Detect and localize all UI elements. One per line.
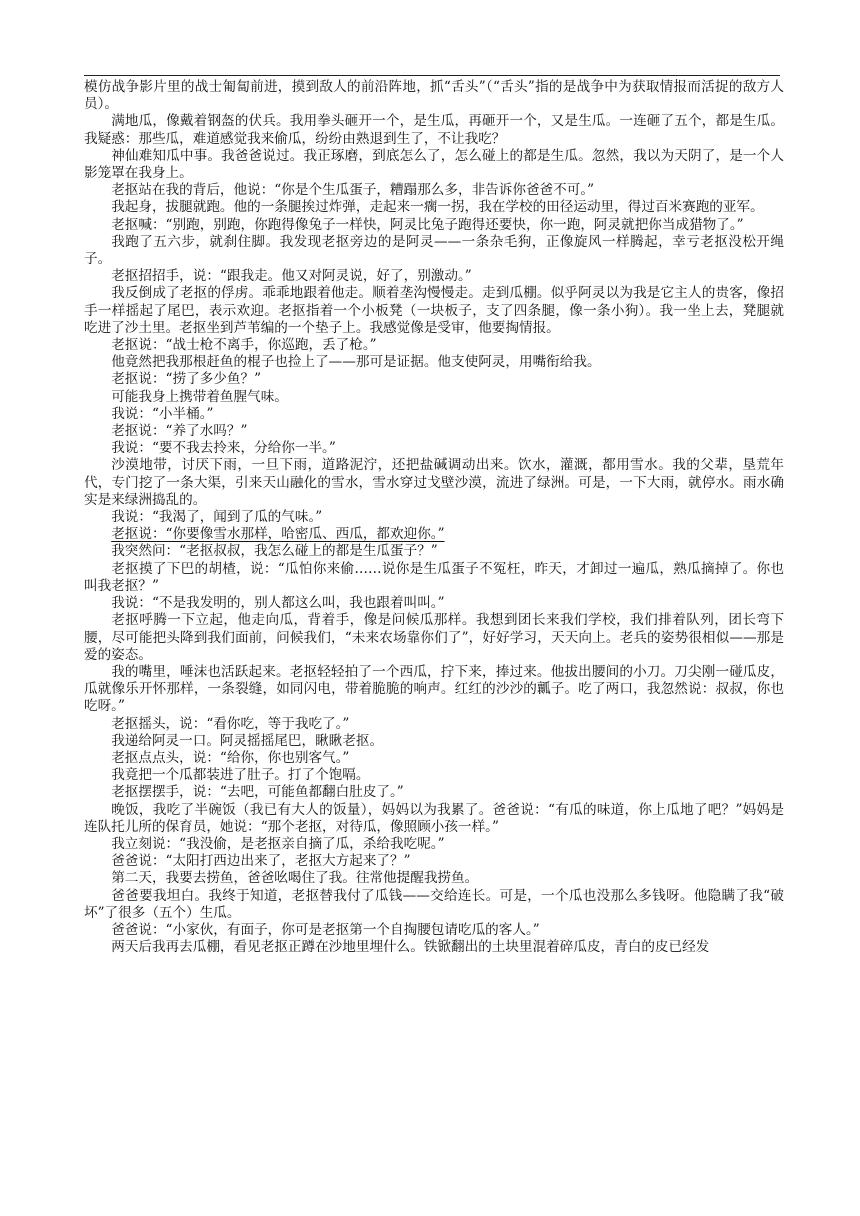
paragraph-text: 我起身，拔腿就跑。他的一条腿挨过炸弹，走起来一瘸一拐，我在学校的田径运动里，得过百米赛跑的亚军。 — [111, 199, 764, 216]
paragraph-text: 可能我身上携带着鱼腥气味。 — [111, 388, 288, 405]
paragraph-text: 满地瓜，像戴着钢盔的伏兵。我用拳头砸开一个，是生瓜，再砸开一个，又是生瓜。一连砸了五个，都是生瓜。我疑惑：那些瓜，难道感觉我来偷瓜，纷纷由熟退到生了，不让我吃？ — [84, 113, 784, 147]
paragraph — [84, 526, 784, 543]
paragraph-text: 我跑了五六步，就刹住脚。我发现老抠旁边的是阿灵——一条杂毛狗，正像旋风一样腾起，幸亏老抠没松开绳子。 — [84, 233, 784, 268]
paragraph — [84, 664, 784, 716]
paragraph — [84, 440, 784, 457]
paragraph-text: 我说：“我渴了，闻到了瓜的气味。” — [111, 509, 323, 526]
paragraph-text: 老抠喊：“别跑，别跑，你跑得像兔子一样快，阿灵比兔子跑得还要快，你一跑，阿灵就把你当成猎物了。” — [111, 216, 744, 233]
paragraph-text: 我说：“小半桶。” — [111, 405, 214, 422]
paragraph-text: 第二天，我要去捞鱼，爸爸吆喝住了我。往常他提醒我捞鱼。 — [111, 870, 479, 887]
paragraph-text: 两天后我再去瓜棚，看见老抠正蹲在沙地里埋什么。铁锨翻出的土块里混着碎瓜皮，青白的皮已经发 — [111, 939, 710, 956]
paragraph-text: 晚饭，我吃了半碗饭（我已有大人的饭量），妈妈以为我累了。爸爸说：“有瓜的味道，你上瓜地了吧？”妈妈是连队托儿所的保育员，她说：“那个老抠，对待瓜，像照顾小孩一样。” — [84, 801, 784, 835]
paragraph — [84, 922, 784, 939]
paragraph — [84, 716, 784, 733]
paragraph-text: 我竟把一个瓜都装进了肚子。打了个饱嗝。 — [111, 767, 370, 784]
paragraph-text: 老抠招招手，说：“跟我走。他又对阿灵说，好了，别激动。” — [111, 268, 472, 285]
paragraph — [84, 733, 784, 750]
paragraph-text: 老抠站在我的背后，他说：“你是个生瓜蛋子，糟蹋那么多，非告诉你爸爸不可。” — [111, 182, 595, 199]
paragraph-text: 我说：“要不我去拎来，分给你一半。” — [111, 440, 336, 457]
paragraph-text: 爸爸说：“小家伙，有面子，你可是老抠第一个自掏腰包请吃瓜的客人。” — [111, 921, 540, 938]
paragraph — [84, 509, 784, 526]
paragraph — [84, 802, 784, 836]
paragraph — [84, 543, 784, 560]
paragraph — [84, 217, 784, 234]
paragraph — [84, 888, 784, 922]
paragraph — [84, 561, 784, 595]
paragraph-text: 我立刻说：“我没偷，是老抠亲自摘了瓜，杀给我吃呢。” — [111, 835, 445, 852]
paragraph — [84, 79, 784, 113]
paragraph-text: 他竟然把我那根赶鱼的棍子也捡上了——那可是证据。他支使阿灵，用嘴衔给我。 — [111, 354, 601, 371]
paragraph-text: 我说：“不是我发明的，别人都这么叫，我也跟着叫叫。” — [111, 595, 445, 612]
paragraph — [84, 457, 784, 509]
document-body — [84, 79, 784, 956]
paragraph-text: 我反倒成了老抠的俘虏。乖乖地跟着他走。顺着垄沟慢慢走。走到瓜棚。似乎阿灵以为我是它主人的贵客，像招手一样摇起了尾巴，表示欢迎。老抠指着一个小板凳（一块板子，支了四条腿，像一条小狗）。我一坐上去，凳腿就吃进了沙土里。老抠坐到芦苇编的一个垫子上。我感觉像是受审，他要掏情报。 — [84, 285, 784, 336]
paragraph-text: 我突然问：“老抠叔叔，我怎么碰上的都是生瓜蛋子？” — [111, 543, 438, 560]
paragraph — [84, 354, 784, 371]
paragraph-text: 爸爸要我坦白。我终于知道，老抠替我付了瓜钱——交给连长。可是，一个瓜也没那么多钱呀。他隐瞒了我“破坏”了很多（五个）生瓜。 — [84, 887, 784, 921]
paragraph — [84, 853, 784, 870]
paragraph-text: 老抠点点头，说：“给你，你也别客气。” — [111, 749, 350, 766]
paragraph-text: 老抠呼腾一下立起，他走向瓜，背着手，像是问候瓜那样。我想到团长来我们学校，我们排着队列，团长弯下腰，尽可能把头降到我们面前，问候我们，“未来农场靠你们了”，好好学习，天天向上。老兵的姿势很相似——那是爱的姿态。 — [84, 612, 784, 663]
paragraph — [84, 148, 784, 182]
paragraph-text: 爸爸说：“太阳打西边出来了，老抠大方起来了？” — [111, 853, 411, 870]
paragraph — [84, 836, 784, 853]
paragraph-text: 老抠说：“养了水吗？” — [111, 423, 248, 440]
paragraph-text: 老抠摸了下巴的胡楂，说：“瓜怕你来偷……说你是生瓜蛋子不冤枉，昨天，才卸过一遍瓜，熟瓜摘掉了。你也叫我老抠？” — [84, 560, 784, 594]
paragraph-text: 模仿战争影片里的战士匍匐前进，摸到敌人的前沿阵地，抓“舌头”（“舌头”指的是战争中为获取情报而活捉的敌方人员）。 — [84, 79, 784, 113]
header-rule — [84, 75, 780, 76]
paragraph — [84, 750, 784, 767]
paragraph — [84, 234, 784, 268]
paragraph — [84, 268, 784, 285]
paragraph — [84, 406, 784, 423]
paragraph — [84, 612, 784, 664]
paragraph — [84, 371, 784, 388]
paragraph-text: 我递给阿灵一口。阿灵摇摇尾巴，瞅瞅老抠。 — [111, 732, 384, 749]
paragraph — [84, 767, 784, 784]
paragraph-text: 老抠摇头，说：“看你吃，等于我吃了。” — [111, 715, 350, 732]
paragraph-text: 沙漠地带，讨厌下雨，一旦下雨，道路泥泞，还把盐碱调动出来。饮水，灌溉，都用雪水。我的父辈，垦荒年代，专门挖了一条大渠，引来天山融化的雪水，雪水穿过戈壁沙漠，流进了绿洲。可是，一下大雨，就停水。雨水确实是来绿洲捣乱的。 — [84, 457, 784, 508]
paragraph — [84, 389, 784, 406]
paragraph — [84, 182, 784, 199]
paragraph-text: 老抠说：“战士枪不离手，你巡跑，丢了枪。” — [111, 337, 377, 354]
paragraph-text: 我的嘴里，唾沫也活跃起来。老抠轻轻拍了一个西瓜，拧下来，捧过来。他拔出腰间的小刀。刀尖刚一碰瓜皮，瓜就像乐开怀那样，一条裂缝，如同闪电，带着脆脆的响声。红红的沙沙的瓤子。吃了两口，我忽然说：叔叔，你也吃呀。” — [84, 663, 784, 715]
paragraph — [84, 199, 784, 216]
paragraph — [84, 870, 784, 887]
paragraph-text: 老抠说：“你要像雪水那样，哈密瓜、西瓜，都欢迎你。” — [111, 526, 445, 543]
paragraph-text: 神仙难知瓜中事。我爸爸说过。我正琢磨，到底怎么了，怎么碰上的都是生瓜。忽然，我以为天阴了，是一个人影笼罩在我身上。 — [84, 147, 784, 182]
paragraph — [84, 939, 784, 956]
paragraph — [84, 423, 784, 440]
paragraph — [84, 595, 784, 612]
paragraph-text: 老抠说：“捞了多少鱼？” — [111, 371, 262, 388]
paragraph — [84, 285, 784, 337]
paragraph — [84, 113, 784, 147]
paragraph — [84, 337, 784, 354]
paragraph — [84, 784, 784, 801]
paragraph-text: 老抠摆摆手，说：“去吧，可能鱼都翻白肚皮了。” — [111, 784, 404, 801]
